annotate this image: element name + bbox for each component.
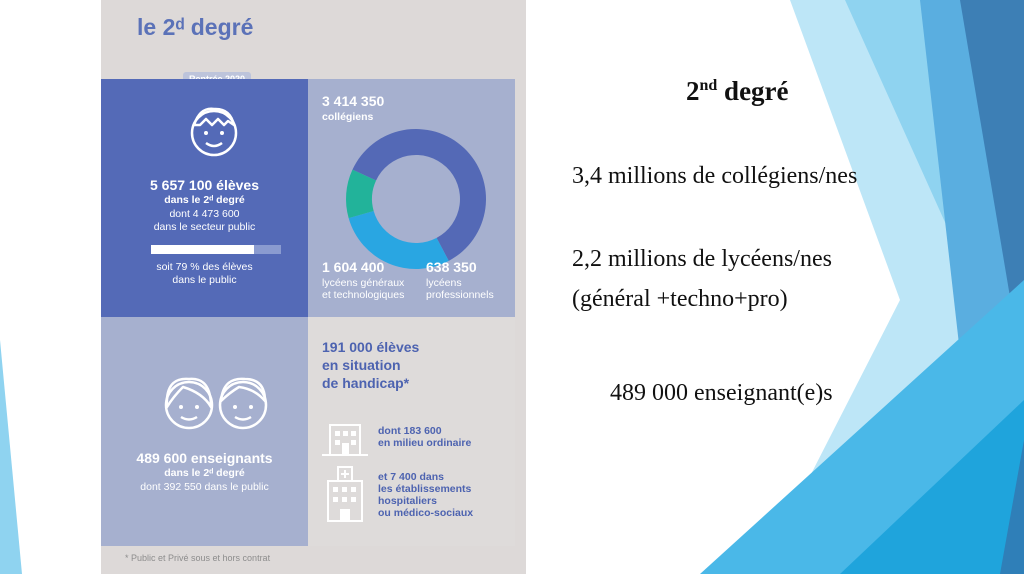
- donut-chart: [326, 119, 504, 269]
- handicap-title3: de handicap*: [322, 375, 410, 391]
- infographic-title: le 2ᵈ degré: [137, 14, 254, 40]
- colleges-value: 3 414 350: [322, 93, 385, 109]
- teachers-faces-icon: [159, 367, 273, 439]
- slide-heading-sup: nd: [699, 77, 718, 94]
- student-face-icon: [186, 103, 242, 159]
- pro-value: 638 350: [426, 259, 477, 275]
- teachers-line1: dans le 2ᵈ degré: [164, 467, 245, 479]
- students-total: 5 657 100 élèves: [150, 177, 259, 193]
- slide-heading: [686, 76, 789, 107]
- pro-label1: lycéens: [426, 277, 462, 289]
- donut-box: [308, 79, 515, 317]
- lgt-label2: et technologiques: [322, 289, 405, 301]
- students-pct-line2: dans le public: [172, 274, 237, 286]
- ordinary-line2: en milieu ordinaire: [378, 437, 472, 449]
- estab-line1: et 7 400 dans: [378, 471, 444, 483]
- slide-line-colleges: 3,4 millions de collégiens/nes: [572, 163, 858, 189]
- slide-line-types: (général +techno+pro): [572, 286, 788, 312]
- hospital-building-icon: [320, 465, 370, 523]
- pro-label2: professionnels: [426, 289, 494, 301]
- students-line2: dont 4 473 600: [169, 208, 240, 220]
- public-share-bar: [151, 245, 254, 254]
- teachers-total: 489 600 enseignants: [136, 450, 273, 466]
- ordinary-line1: dont 183 600: [378, 425, 442, 437]
- students-box: [101, 79, 308, 317]
- colleges-label: collégiens: [322, 111, 374, 123]
- handicap-box: [308, 317, 515, 546]
- estab-line3: hospitaliers: [378, 495, 437, 507]
- infographic-panel: [101, 0, 526, 574]
- slide-line-teachers: 489 000 enseignant(e)s: [610, 380, 833, 406]
- slide-line-lycees: 2,2 millions de lycéens/nes: [572, 246, 832, 272]
- school-building-icon: [320, 421, 370, 457]
- infographic-footnote: * Public et Privé sous et hors contrat: [125, 553, 271, 563]
- lgt-label1: lycéens généraux: [322, 277, 405, 289]
- students-pct-line1: soit 79 % des élèves: [156, 261, 253, 273]
- students-line3: dans le secteur public: [153, 221, 256, 233]
- estab-line2: les établissements: [378, 483, 472, 495]
- students-line1: dans le 2ᵈ degré: [164, 194, 245, 206]
- handicap-title1: 191 000 élèves: [322, 339, 420, 355]
- estab-line4: ou médico-sociaux: [378, 507, 474, 519]
- teachers-line2: dont 392 550 dans le public: [140, 481, 269, 493]
- lgt-value: 1 604 400: [322, 259, 385, 275]
- handicap-title2: en situation: [322, 357, 401, 373]
- slide-heading-rest: degré: [717, 76, 789, 106]
- teachers-box: [101, 317, 308, 546]
- public-share-track: [151, 245, 281, 254]
- slide-heading-main: 2: [686, 76, 700, 106]
